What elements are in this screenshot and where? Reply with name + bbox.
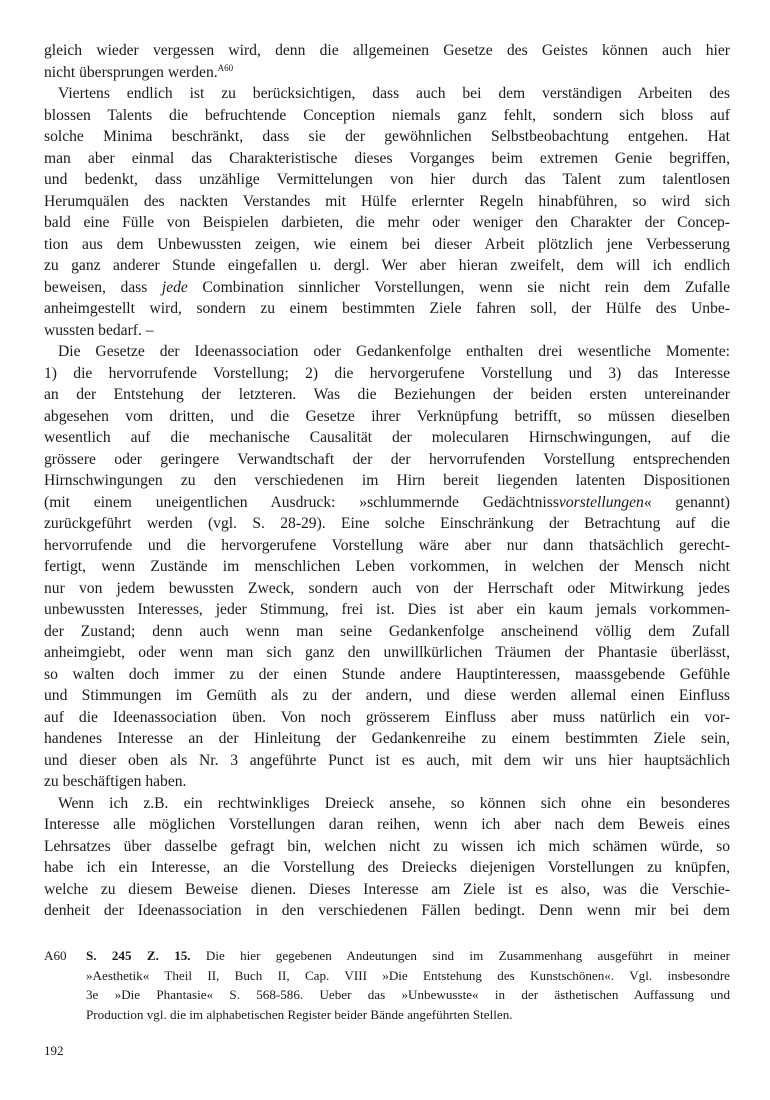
text-line [44, 707, 730, 729]
emphasis: vorstellungen [558, 493, 644, 511]
footnote-text: Production vgl. die im alphabetischen Register beider Bände angeführten Stellen. [86, 1006, 513, 1022]
line-text: zu ganz anderer Stunde eingefallen u. dergl. Wer aber hieran zweifelt, dem will ich endlich [44, 257, 730, 274]
text-line [44, 492, 730, 514]
line-text: beweisen, dass [44, 278, 162, 296]
line-text: gleich wieder vergessen wird, denn die allgemeinen Gesetze des Geistes können auch hier [44, 42, 730, 59]
text-line [44, 363, 730, 385]
line-text: Wenn ich z.B. ein rechtwinkliges Dreieck ansehe, so können sich ohne ein besonderes [58, 794, 730, 812]
line-text: blossen Talents die befruchtende Conception niemals ganz fehlt, sondern sich bloss auf [44, 106, 730, 124]
line-text: handenes Interesse an der Hinleitung der Gedankenreihe zu einem bestimmten Ziele sein, [44, 730, 730, 747]
footnote-text: Die hier gegebenen Andeutungen sind im Zusammenhang ausgeführt in meiner [190, 948, 730, 963]
text-line [44, 320, 730, 342]
line-text: zurückgeführt werden (vgl. S. 28-29). Eine solche Einschränkung der Betrachtung auf die [44, 515, 730, 532]
footnote-text: 3e »Die Phantasie« S. 568-586. Ueber das »Unbewusste« in der ästhetischen Auffassung und [86, 987, 730, 1002]
line-text: habe ich ein Interesse, an die Vorstellung des Dreiecks diejenigen Vorstellungen zu knüpfen, [44, 859, 730, 876]
page-number: 192 [44, 1043, 64, 1058]
text-line [44, 83, 730, 105]
text-line [44, 750, 730, 772]
text-line [44, 169, 730, 191]
line-text: Combination sinnlicher Vorstellungen, wenn sie nicht rein dem Zufalle [187, 278, 730, 296]
line-text: abgesehen vom dritten, und die Gesetze ihrer Verknüpfung betrifft, so müssen dieselben [44, 407, 730, 425]
line-text: und dieser oben als Nr. 3 angeführte Punct ist es auch, mit dem wir uns hier hauptsächlich [44, 751, 730, 769]
text-line [44, 836, 730, 858]
text-line [44, 40, 730, 62]
text-line [44, 148, 730, 170]
line-text: bald eine Fülle von Beispielen darbieten, die mehr oder weniger den Charakter der Concep- [44, 214, 730, 231]
line-text: welche zu diesem Beweise dienen. Dieses Interesse am Ziele ist es also, was die Verschie- [44, 880, 730, 898]
line-text: Interesse alle möglichen Vorstellungen daran reihen, wenn ich aber nach dem Beweis eines [44, 816, 730, 833]
text-line [44, 771, 730, 793]
line-text: anheimgestellt wird, sondern zu einem bestimmten Ziele fahren soll, der Hülfe des Unbe- [44, 300, 730, 317]
line-text: « genannt) [643, 493, 730, 511]
line-text: wussten bedarf. – [44, 321, 154, 339]
text-line [44, 427, 730, 449]
footnote-marker: A60 [217, 62, 234, 73]
text-line [44, 556, 730, 578]
text-line [44, 599, 730, 621]
line-text: man aber einmal das Charakteristische dieses Vorganges beim extremen Genie begriffen, [44, 149, 730, 167]
line-text: zu beschäftigen haben. [44, 773, 187, 790]
text-line [44, 879, 730, 901]
footnote-body [86, 946, 730, 1024]
footnote-line [86, 985, 730, 1005]
text-line [44, 62, 730, 84]
book-page [44, 40, 730, 1058]
text-line [44, 105, 730, 127]
text-line [44, 234, 730, 256]
text-line [44, 814, 730, 836]
line-text: Lehrsatzes über dasselbe gefragt bin, welchen nicht zu wissen ich mich schämen würde, so [44, 837, 730, 855]
line-text: nicht übersprungen werden. [44, 63, 218, 81]
text-line [44, 255, 730, 277]
line-text: fertigt, wenn Zustände im menschlichen Leben vorkommen, in welchen der Mensch nicht [44, 558, 730, 575]
text-line [44, 793, 730, 815]
text-line [44, 728, 730, 750]
text-line [44, 513, 730, 535]
text-line [44, 664, 730, 686]
emphasis: jede [161, 278, 188, 296]
text-line [44, 535, 730, 557]
line-text: so walten doch immer zu der einen Stunde andere Hauptinteressen, maassgebende Gefühle [44, 665, 730, 683]
text-line [44, 191, 730, 213]
footnote-reference: S. 245 Z. 15. [86, 948, 191, 963]
footnote-line [86, 946, 730, 966]
line-text: grössere oder geringere Verwandtschaft der der hervorrufenden Vorstellung entsprechenden [44, 450, 730, 468]
text-line [44, 298, 730, 320]
main-text [44, 40, 730, 922]
footnote-line [86, 966, 730, 986]
text-line [44, 406, 730, 428]
line-text: 1) die hervorrufende Vorstellung; 2) die hervorgerufene Vorstellung und 3) das Interesse [44, 364, 730, 382]
text-line [44, 470, 730, 492]
text-line [44, 642, 730, 664]
line-text: der Zustand; denn auch wenn man seine Gedankenfolge anscheinend völlig dem Zufall [44, 622, 730, 640]
text-line [44, 126, 730, 148]
text-line [44, 685, 730, 707]
text-line [44, 621, 730, 643]
line-text: (mit einem uneigentlichen Ausdruck: »schlummernde Gedächtniss [44, 493, 559, 511]
line-text: und bedenkt, dass unzählige Vermittelungen von hier durch das Talent zum talentlosen [44, 171, 730, 188]
text-line [44, 449, 730, 471]
footnote-label: A60 [44, 948, 67, 963]
text-line [44, 277, 730, 299]
line-text: anheimgiebt, oder wenn man sich ganz den unwillkürlichen Träumen der Phantasie überlässt, [44, 644, 730, 661]
line-text: Hirnschwingungen zu den verschiedenen im Hirn bereit liegenden latenten Dispositionen [44, 472, 730, 489]
line-text: Viertens endlich ist zu berücksichtigen, dass auch bei dem verständigen Arbeiten des [58, 85, 730, 102]
footnote-A60 [44, 946, 730, 1024]
line-text: nur von jedem bewussten Zweck, sondern auch von der Herrschaft oder Mitwirkung jedes [44, 579, 730, 597]
line-text: auf die Ideenassociation üben. Von noch grösserem Einfluss aber muss natürlich ein vor- [44, 708, 730, 726]
line-text: Die Gesetze der Ideenassociation oder Gedankenfolge enthalten drei wesentliche Momente: [58, 343, 730, 360]
line-text: denheit der Ideenassociation in den verschiedenen Fällen bedingt. Denn wenn mir bei dem [44, 902, 730, 919]
line-text: und Stimmungen im Gemüth als zu der andern, und diese werden allemal einen Einfluss [44, 687, 730, 704]
text-line [44, 384, 730, 406]
line-text: hervorrufende und die hervorgerufene Vorstellung wäre aber nur dann thatsächlich gerecht- [44, 536, 730, 554]
line-text: an der Entstehung der letzteren. Was die Beziehungen der beiden ersten untereinander [44, 386, 730, 403]
text-line [44, 900, 730, 922]
line-text: unbewussten Interesses, jeder Stimmung, frei ist. Dies ist aber ein kaum jemals vorkommen- [44, 601, 730, 618]
text-line [44, 341, 730, 363]
line-text: solche Minima beschränkt, dass sie der gewöhnlichen Selbstbeobachtung entgehen. Hat [44, 128, 730, 145]
footnote-line [86, 1005, 730, 1025]
text-line [44, 578, 730, 600]
text-line [44, 212, 730, 234]
text-line [44, 857, 730, 879]
footnote-text: »Aesthetik« Theil II, Buch II, Cap. VIII »Die Entstehung des Kunstschönen«. Vgl. insbesondre [86, 967, 730, 983]
line-text: Herumquälen des nackten Verstandes mit Hülfe erlernter Regeln hinabführen, so wird sich [44, 192, 730, 210]
line-text: tion aus dem Unbewussten zeigen, wie einem bei dieser Arbeit plötzlich jene Verbesserung [44, 235, 730, 253]
line-text: wesentlich auf die mechanische Causalität der molecularen Hirnschwingungen, auf die [44, 429, 730, 446]
